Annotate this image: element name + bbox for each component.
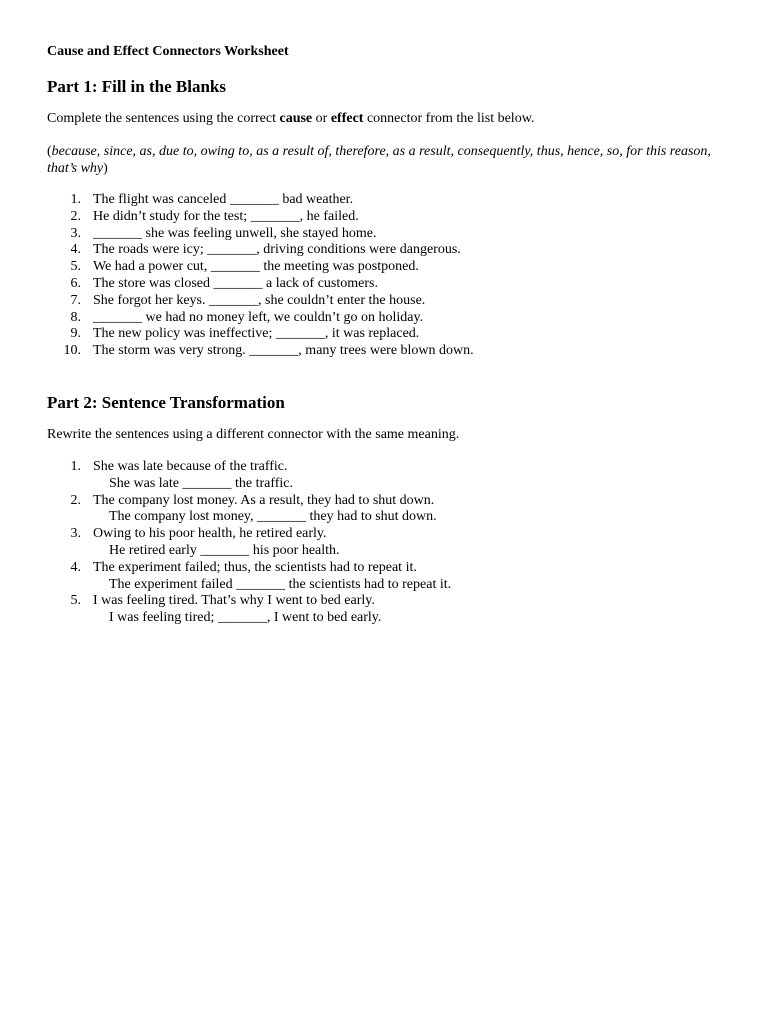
question-number: 7. bbox=[70, 292, 81, 308]
part1-question bbox=[47, 242, 727, 259]
part2-question bbox=[47, 560, 727, 594]
part1-question bbox=[47, 226, 727, 243]
part1-question bbox=[47, 276, 727, 293]
part1-instructions bbox=[47, 110, 727, 127]
question-text: We had a power cut, _______ the meeting was postponed. bbox=[93, 259, 419, 275]
connector-list bbox=[47, 143, 727, 177]
question-number: 5. bbox=[70, 259, 81, 275]
question-text: The flight was canceled _______ bad weather. bbox=[93, 192, 354, 207]
rewrite-sentence: She was late _______ the traffic. bbox=[109, 475, 294, 491]
question-number: 4. bbox=[70, 242, 81, 258]
question-text: The store was closed _______ a lack of customers. bbox=[93, 275, 378, 291]
connector-list-open-paren: ( bbox=[47, 144, 52, 159]
original-sentence: The experiment failed; thus, the scientists had to repeat it. bbox=[93, 559, 417, 575]
original-sentence: The company lost money. As a result, they had to shut down. bbox=[93, 492, 435, 508]
question-number: 6. bbox=[70, 275, 81, 291]
part1-question bbox=[47, 343, 727, 360]
question-text: _______ we had no money left, we couldn’t go on holiday. bbox=[93, 309, 424, 325]
part1-question bbox=[47, 293, 727, 310]
connector-list-close-paren: ) bbox=[103, 161, 108, 176]
part2-question bbox=[47, 493, 727, 527]
question-text: She forgot her keys. _______, she couldn’t enter the house. bbox=[93, 292, 426, 308]
instructions-effect-word: effect bbox=[330, 111, 364, 126]
question-number: 3. bbox=[70, 526, 81, 542]
question-number: 2. bbox=[70, 208, 81, 224]
part2-question bbox=[47, 526, 727, 560]
question-number: 10. bbox=[63, 343, 81, 359]
question-number: 2. bbox=[70, 492, 81, 508]
part1-heading: Part 1: Fill in the Blanks bbox=[47, 77, 226, 96]
rewrite-sentence: He retired early _______ his poor health. bbox=[109, 542, 340, 558]
question-number: 4. bbox=[70, 559, 81, 575]
part2-question bbox=[47, 593, 727, 627]
part1-question bbox=[47, 209, 727, 226]
rewrite-sentence: I was feeling tired; _______, I went to bed early. bbox=[109, 610, 382, 626]
part1-question bbox=[47, 310, 727, 327]
instructions-text-mid: or bbox=[312, 111, 331, 126]
question-text: He didn’t study for the test; _______, he failed. bbox=[93, 208, 359, 224]
part1-question-list bbox=[47, 192, 727, 360]
worksheet-page bbox=[47, 43, 727, 627]
question-text: The storm was very strong. _______, many trees were blown down. bbox=[93, 343, 474, 359]
instructions-cause-word: cause bbox=[279, 111, 313, 126]
part1-question bbox=[47, 192, 727, 209]
part1-question bbox=[47, 259, 727, 276]
question-number: 1. bbox=[70, 192, 81, 207]
part1-question bbox=[47, 326, 727, 343]
question-number: 5. bbox=[70, 593, 81, 609]
question-number: 3. bbox=[70, 225, 81, 241]
original-sentence: Owing to his poor health, he retired early. bbox=[93, 526, 327, 542]
rewrite-sentence: The experiment failed _______ the scientists had to repeat it. bbox=[109, 576, 452, 592]
document-title: Cause and Effect Connectors Worksheet bbox=[47, 44, 289, 59]
instructions-text-pre: Complete the sentences using the correct bbox=[47, 111, 280, 126]
part2-heading: Part 2: Sentence Transformation bbox=[47, 392, 285, 412]
question-text: The roads were icy; _______, driving conditions were dangerous. bbox=[93, 242, 461, 258]
question-text: The new policy was ineffective; _______, it was replaced. bbox=[93, 326, 420, 342]
instructions-text-post: connector from the list below. bbox=[363, 111, 535, 126]
rewrite-sentence: The company lost money, _______ they had to shut down. bbox=[109, 509, 437, 525]
part2-instructions: Rewrite the sentences using a different connector with the same meaning. bbox=[47, 426, 460, 442]
connector-list-words: because, since, as, due to, owing to, as a result of, therefore, as a result, consequently, thus, hence, so, for this reason, that’s why bbox=[47, 144, 711, 176]
original-sentence: She was late because of the traffic. bbox=[93, 458, 288, 474]
part2-question bbox=[47, 459, 727, 493]
question-number: 1. bbox=[70, 458, 81, 474]
question-number: 8. bbox=[70, 309, 81, 325]
original-sentence: I was feeling tired. That’s why I went to bed early. bbox=[93, 593, 375, 609]
question-text: _______ she was feeling unwell, she stayed home. bbox=[93, 225, 377, 241]
question-number: 9. bbox=[70, 326, 81, 342]
part2-question-list bbox=[47, 459, 727, 627]
